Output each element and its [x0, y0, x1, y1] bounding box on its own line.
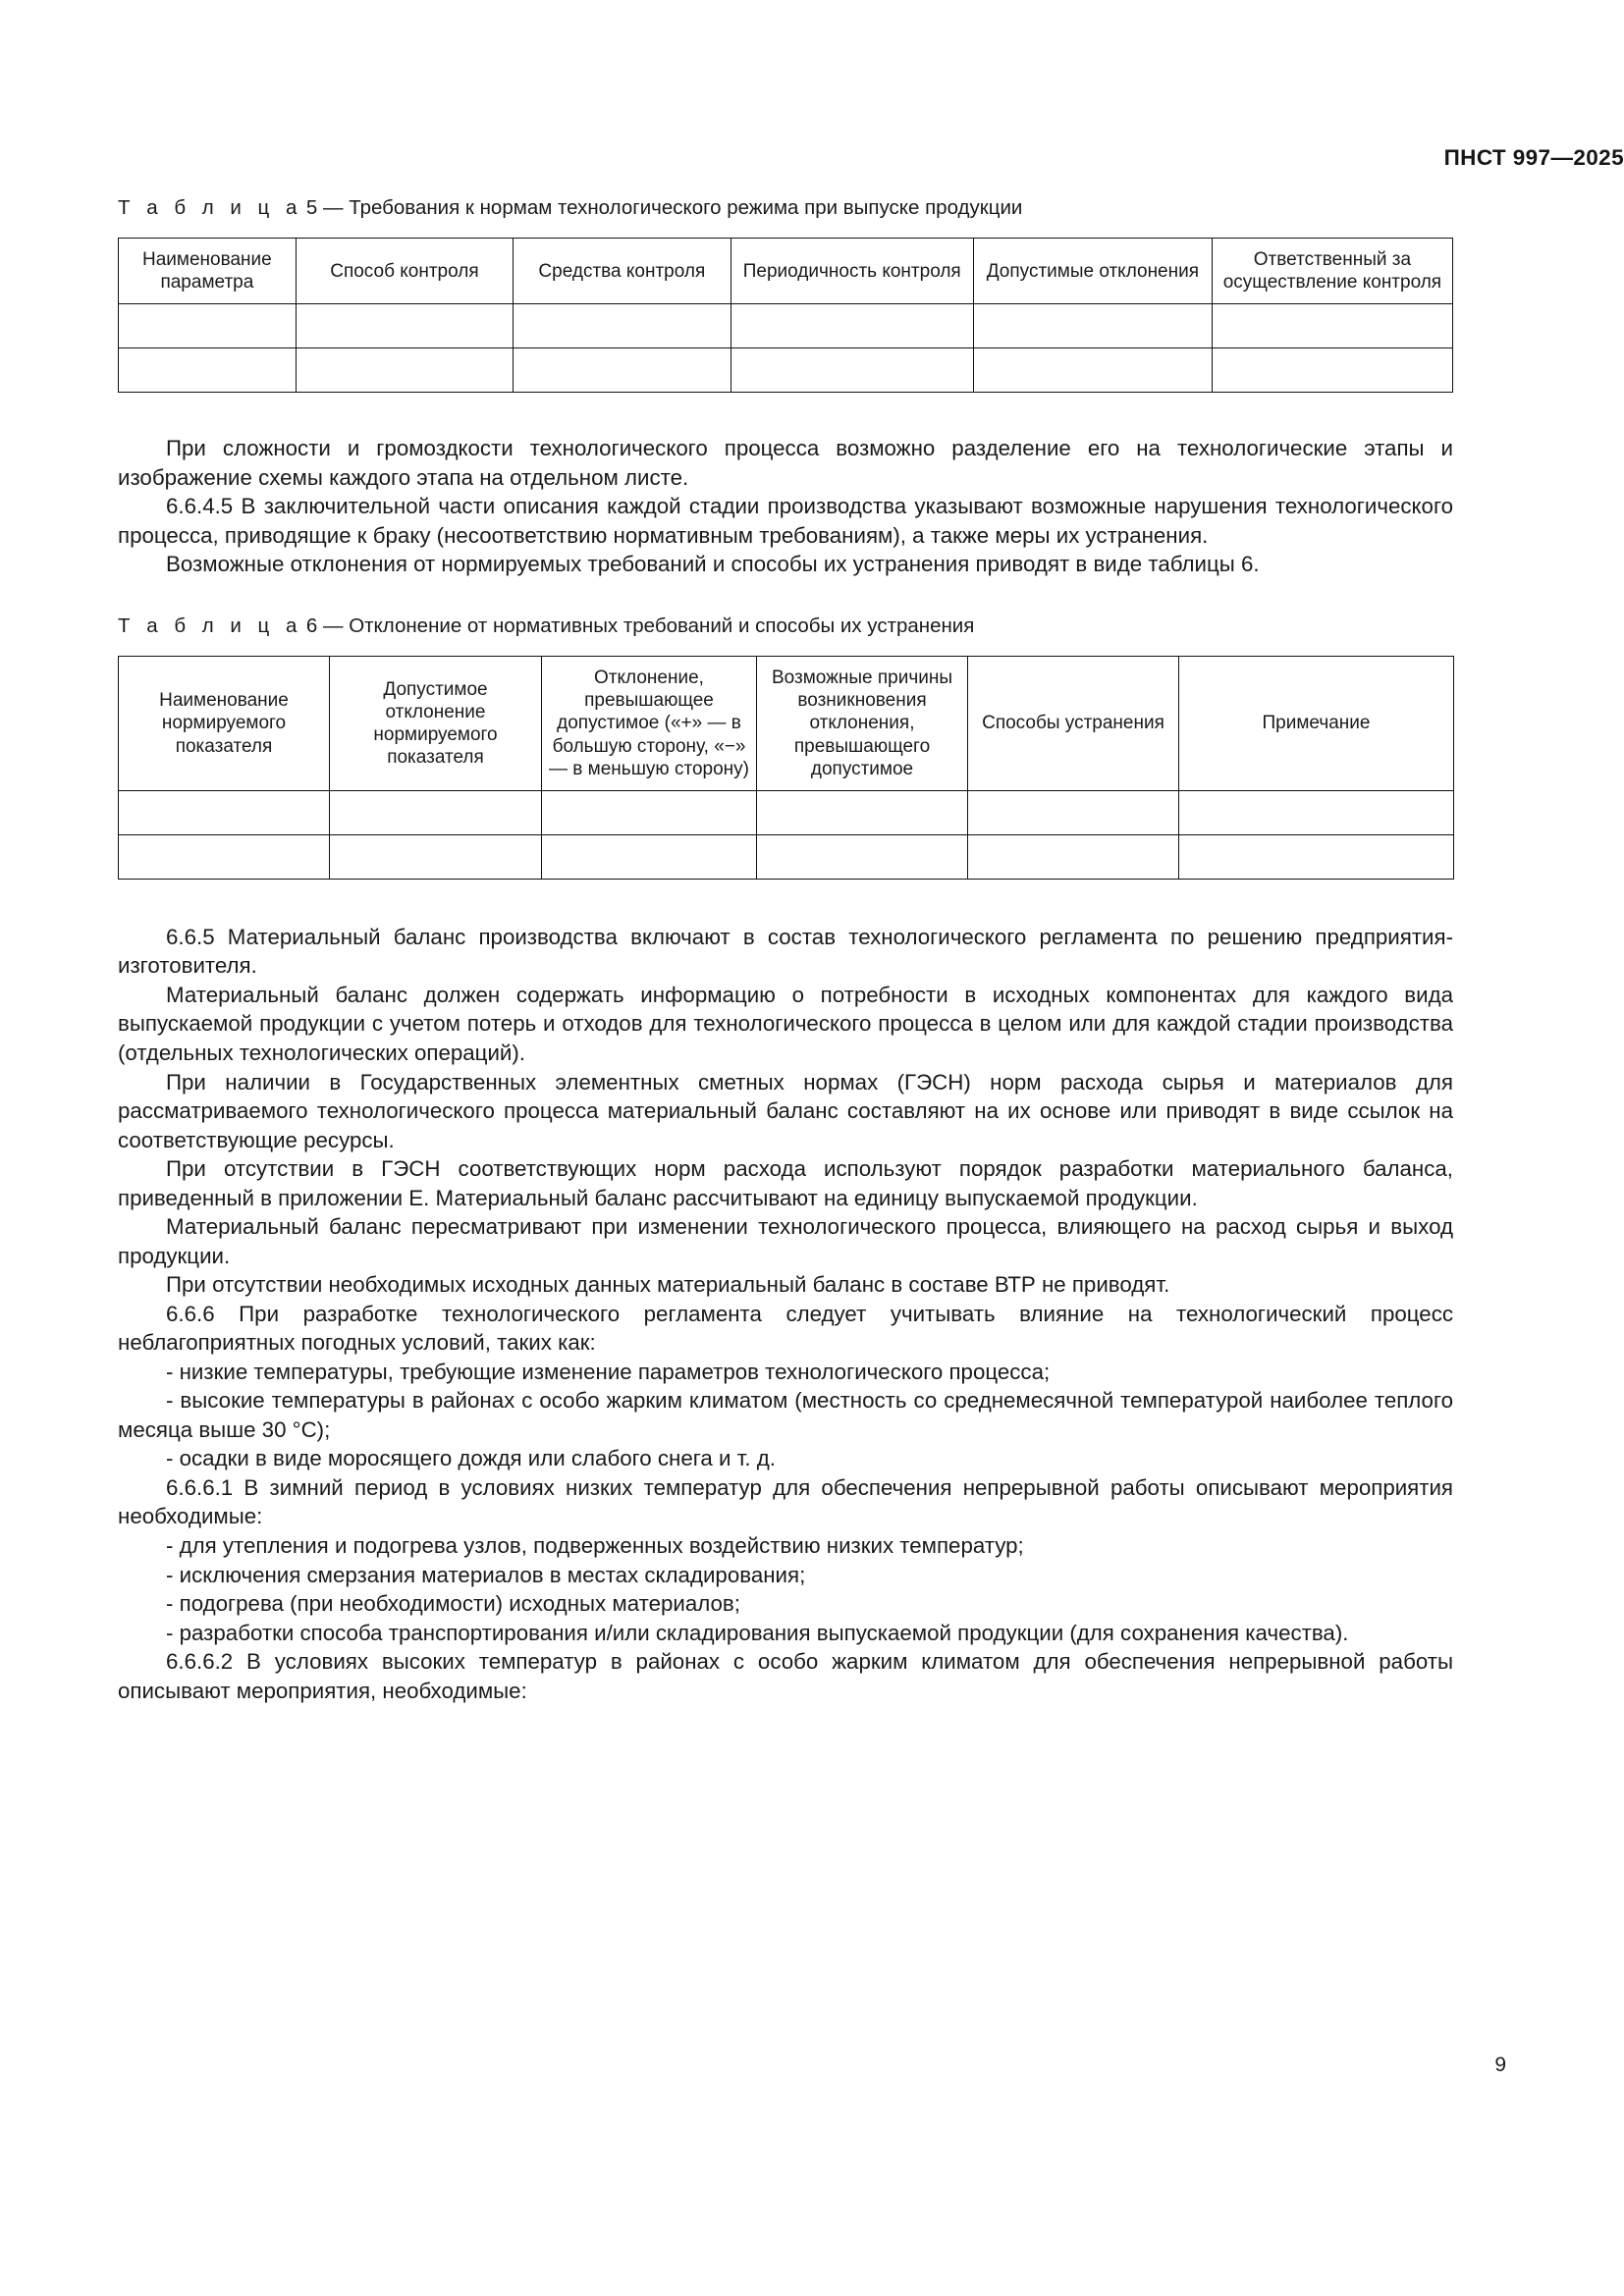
table5-caption-dash: — — [323, 196, 344, 219]
paragraph: 6.6.4.5 В заключительной части описания каждой стадии производства указывают возможные нарушения технологического процесса, приводящие к браку (несоответствию нормативным требованиям), а также меры их устранения. — [118, 494, 1453, 548]
list-item: - для утепления и подогрева узлов, подверженных воздействию низких температур; — [166, 1533, 1024, 1559]
table6-cell — [542, 834, 757, 879]
table5-cell — [514, 304, 731, 348]
paragraph: Материальный баланс должен содержать информацию о потребности в исходных компонентах для каждого вида выпускаемой продукции с учетом потерь и отходов для технологического процесса в целом или для каждой стадии производства (отдельных технологических операций). — [118, 982, 1453, 1065]
table5-cell — [973, 304, 1212, 348]
table6-cell — [757, 834, 968, 879]
table-row — [119, 348, 1453, 393]
paragraph: При наличии в Государственных элементных сметных нормах (ГЭСН) норм расхода сырья и материалов для рассматриваемого технологического процесса материальный баланс составляют на их основе или приводят в виде ссылок на соответствующие ресурсы. — [118, 1069, 1453, 1152]
table5-caption-number: 5 — [305, 196, 318, 219]
paragraph: 6.6.6.1 В зимний период в условиях низких температур для обеспечения непрерывной работы описывают мероприятия необходимые: — [118, 1474, 1453, 1529]
table5-caption-label: Т а б л и ц а — [118, 196, 302, 219]
paragraph: Материальный баланс пересматривают при изменении технологического процесса, влияющего на расход сырья и выход продукции. — [118, 1214, 1453, 1268]
paragraph: 6.6.6.2 В условиях высоких температур в районах с особо жарким климатом для обеспечения непрерывной работы описывают мероприятия, необходимые: — [118, 1649, 1453, 1703]
list-item: - разработки способа транспортирования и/или складирования выпускаемой продукции (для сохранения качества). — [166, 1620, 1349, 1645]
table5-col-header: Способ контроля — [296, 239, 513, 304]
table6-cell — [968, 790, 1179, 834]
table6-col-header: Отклонение, превышающее допустимое («+» — в большую сторону, «−» — в меньшую сторону) — [542, 657, 757, 791]
table5-cell — [731, 304, 973, 348]
page-content — [118, 196, 1453, 1705]
table6-cell — [119, 790, 330, 834]
table-row — [119, 834, 1454, 879]
table5-cell — [296, 348, 513, 393]
table5-header-row — [119, 239, 1453, 304]
table6-col-header: Примечание — [1179, 657, 1454, 791]
table6-caption-text: Отклонение от нормативных требований и способы их устранения — [349, 614, 975, 637]
table6-cell — [968, 834, 1179, 879]
table6-col-header: Возможные причины возникновения отклонения, превышающего допустимое — [757, 657, 968, 791]
paragraph: При сложности и громоздкости технологического процесса возможно разделение его на технологические этапы и изображение схемы каждого этапа на отдельном листе. — [118, 436, 1453, 490]
list-item: - высокие температуры в районах с особо жарким климатом (местность со среднемесячной температурой наиболее теплого месяца выше 30 °C); — [118, 1388, 1453, 1442]
table-row — [119, 790, 1454, 834]
list-item: - осадки в виде моросящего дождя или слабого снега и т. д. — [166, 1446, 776, 1471]
table6-cell — [1179, 790, 1454, 834]
table5-cell — [296, 304, 513, 348]
table6-cell — [119, 834, 330, 879]
table5-cell — [119, 304, 297, 348]
table5-cell — [514, 348, 731, 393]
table5-caption-text: Требования к нормам технологического режима при выпуске продукции — [349, 196, 1023, 219]
table5-cell — [731, 348, 973, 393]
paragraph: Возможные отклонения от нормируемых требований и способы их устранения приводят в виде таблицы 6. — [166, 552, 1260, 577]
table6-cell — [542, 790, 757, 834]
list-item: - низкие температуры, требующие изменение параметров технологического процесса; — [166, 1359, 1051, 1384]
list-item: - исключения смерзания материалов в местах складирования; — [166, 1562, 806, 1587]
table5-col-header: Допустимые отклонения — [973, 239, 1212, 304]
table5-col-header: Средства контроля — [514, 239, 731, 304]
table5-cell — [1212, 348, 1452, 393]
table-row — [119, 304, 1453, 348]
table-6 — [118, 656, 1454, 880]
table6-cell — [1179, 834, 1454, 879]
table5-cell — [973, 348, 1212, 393]
table6-caption-label: Т а б л и ц а — [118, 614, 302, 637]
page-number: 9 — [1494, 2054, 1506, 2076]
paragraph: 6.6.5 Материальный баланс производства включают в состав технологического регламента по решению предприятия-изготовителя. — [118, 924, 1453, 979]
table5-caption — [118, 196, 1453, 220]
table6-cell — [330, 834, 542, 879]
table6-caption-number: 6 — [305, 614, 318, 637]
table6-col-header: Наименование нормируемого показателя — [119, 657, 330, 791]
table5-cell — [1212, 304, 1452, 348]
table5-cell — [119, 348, 297, 393]
running-header — [0, 145, 1624, 171]
paragraph: При отсутствии необходимых исходных данных материальный баланс в составе ВТР не приводят. — [166, 1272, 1170, 1298]
table6-col-header: Допустимое отклонение нормируемого показателя — [330, 657, 542, 791]
table6-col-header: Способы устранения — [968, 657, 1179, 791]
table6-cell — [330, 790, 542, 834]
paragraph: При отсутствии в ГЭСН соответствующих норм расхода используют порядок разработки материального баланса, приведенный в приложении Е. Материальный баланс рассчитывают на единицу выпускаемой продукции. — [118, 1156, 1453, 1210]
table5-col-header: Ответственный за осуществление контроля — [1212, 239, 1452, 304]
table6-header-row — [119, 657, 1454, 791]
table6-caption — [118, 614, 1453, 638]
table-5 — [118, 238, 1453, 393]
paragraph: 6.6.6 При разработке технологического регламента следует учитывать влияние на технологический процесс неблагоприятных погодных условий, таких как: — [118, 1301, 1453, 1356]
standard-designation: ПНСТ 997—2025 — [1443, 145, 1624, 170]
table5-col-header: Наименование параметра — [119, 239, 297, 304]
table6-caption-dash: — — [323, 614, 344, 637]
table6-cell — [757, 790, 968, 834]
list-item: - подогрева (при необходимости) исходных материалов; — [166, 1591, 740, 1617]
table5-col-header: Периодичность контроля — [731, 239, 973, 304]
